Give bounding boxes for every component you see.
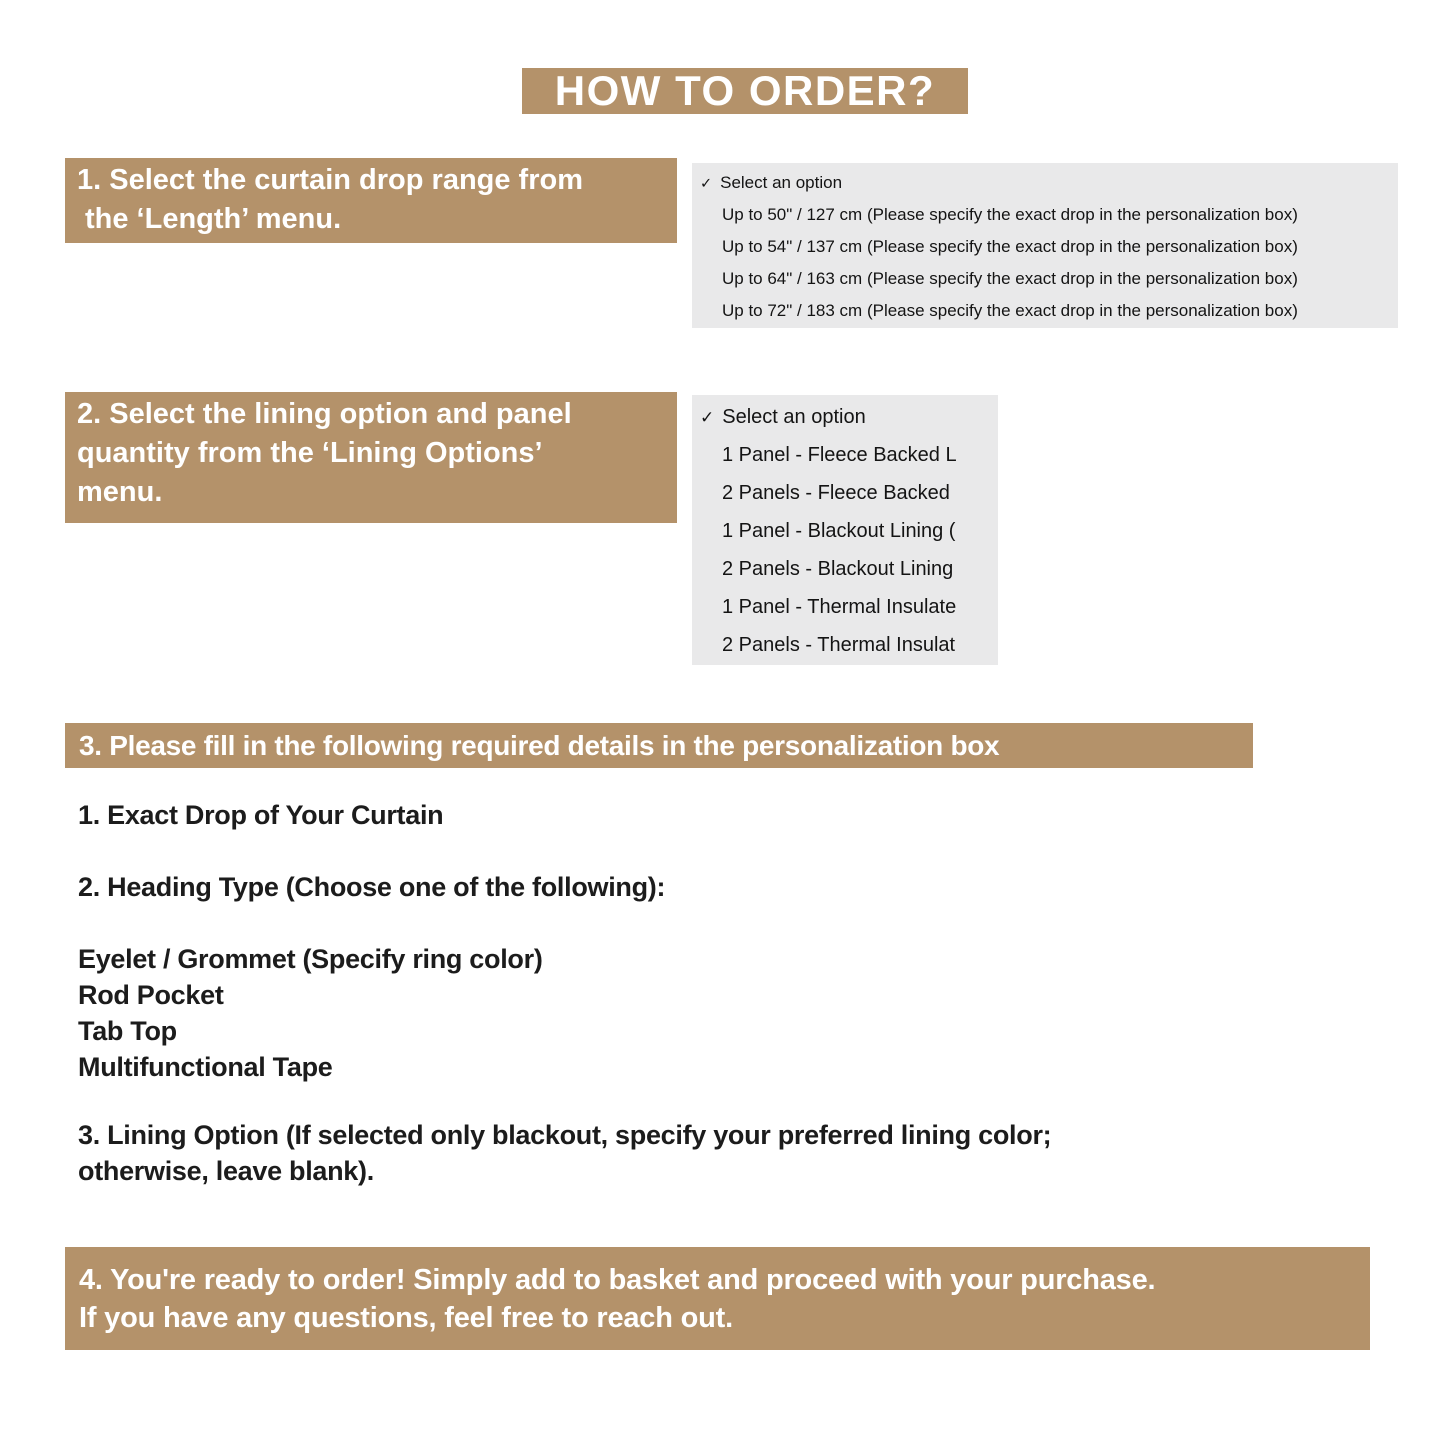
lining-option-4[interactable]: 2 Panels - Blackout Lining xyxy=(722,558,954,580)
heading-type-item-rod-pocket: Rod Pocket xyxy=(78,980,224,1010)
length-dropdown-selected-label: Select an option xyxy=(720,173,843,192)
step2-line-3: menu. xyxy=(77,476,163,508)
detail-lining-option-line-2: otherwise, leave blank). xyxy=(78,1156,374,1186)
heading-type-item-eyelet: Eyelet / Grommet (Specify ring color) xyxy=(78,944,543,974)
step2-line-2: quantity from the ‘Lining Options’ xyxy=(77,437,543,469)
lining-option-1[interactable]: 1 Panel - Fleece Backed L xyxy=(722,444,957,466)
length-option-4[interactable]: Up to 72" / 183 cm (Please specify the exact drop in the personalization box) xyxy=(722,301,1298,320)
lining-option-6[interactable]: 2 Panels - Thermal Insulat xyxy=(722,634,956,656)
step1-instruction-box xyxy=(65,158,677,243)
heading-type-item-multifunctional-tape: Multifunctional Tape xyxy=(78,1052,333,1082)
lining-option-5[interactable]: 1 Panel - Thermal Insulate xyxy=(722,596,957,618)
heading-type-list xyxy=(78,941,1398,1085)
length-option-1[interactable]: Up to 50" / 127 cm (Please specify the exact drop in the personalization box) xyxy=(722,205,1298,224)
step1-line-2: the ‘Length’ menu. xyxy=(85,203,342,235)
detail-lining-option xyxy=(78,1117,1398,1189)
lining-dropdown-selected-label: Select an option xyxy=(722,406,866,428)
checkmark-icon: ✓ xyxy=(700,408,715,427)
checkmark-icon: ✓ xyxy=(700,176,713,192)
step4-line-2: If you have any questions, feel free to reach out. xyxy=(79,1302,733,1334)
step4-line-1: 4. You're ready to order! Simply add to basket and proceed with your purchase. xyxy=(79,1264,1156,1296)
detail-exact-drop: 1. Exact Drop of Your Curtain xyxy=(78,800,444,830)
lining-dropdown[interactable] xyxy=(692,395,998,665)
step1-line-1: 1. Select the curtain drop range from xyxy=(77,164,583,196)
detail-lining-option-line-1: 3. Lining Option (If selected only blackout, specify your preferred lining color; xyxy=(78,1120,1052,1150)
page-title: HOW TO ORDER? xyxy=(522,68,968,114)
step2-instruction-box xyxy=(65,392,677,523)
length-dropdown-selected-row[interactable] xyxy=(692,167,1398,199)
step4-banner xyxy=(65,1247,1370,1350)
detail-heading-type: 2. Heading Type (Choose one of the following): xyxy=(78,872,666,902)
lining-dropdown-selected-row[interactable] xyxy=(692,398,998,436)
step2-line-1: 2. Select the lining option and panel xyxy=(77,398,572,430)
length-option-2[interactable]: Up to 54" / 137 cm (Please specify the exact drop in the personalization box) xyxy=(722,237,1298,256)
heading-type-item-tab-top: Tab Top xyxy=(78,1016,177,1046)
lining-option-3[interactable]: 1 Panel - Blackout Lining ( xyxy=(722,520,956,542)
length-option-3[interactable]: Up to 64" / 163 cm (Please specify the exact drop in the personalization box) xyxy=(722,269,1298,288)
length-dropdown[interactable] xyxy=(692,163,1398,328)
step3-banner: 3. Please fill in the following required details in the personalization box xyxy=(65,723,1253,768)
lining-option-2[interactable]: 2 Panels - Fleece Backed xyxy=(722,482,950,504)
